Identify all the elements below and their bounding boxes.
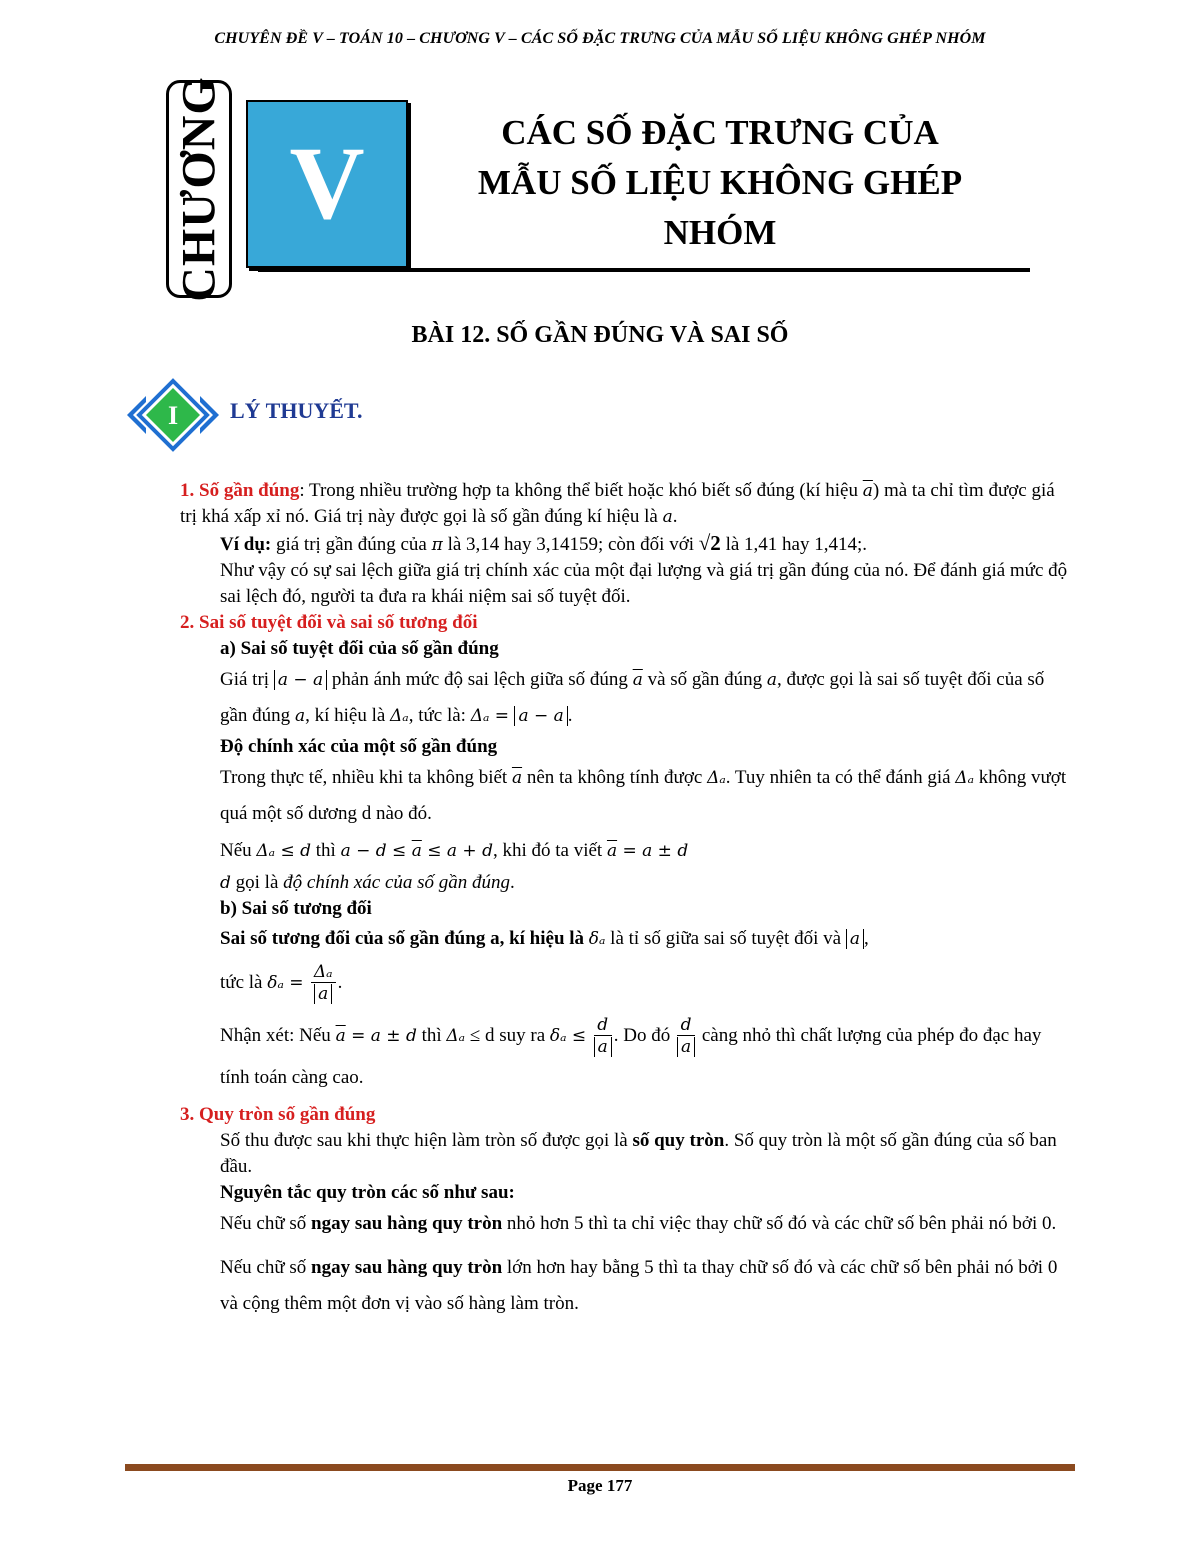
eq-pm: = a ± d [617,841,689,861]
text: nên ta không tính được [522,767,708,788]
chapter-number-box [246,100,408,268]
text: , [863,928,869,949]
text: : Trong nhiều trường hợp ta không thể biết hoặc khó biết số đúng (kí hiệu [299,480,863,501]
main-content [180,478,1075,1322]
approx-symbol: a [766,670,777,690]
delta-a: Δₐ [446,1025,466,1046]
text: thì [416,1024,447,1046]
text: suy ra [494,1024,550,1046]
abs-diff [514,706,567,726]
fraction-numerator: d [594,1015,612,1036]
fraction [677,1015,695,1058]
text: . [567,705,573,726]
text: Trong thực tế, nhiều khi ta không biết [220,767,512,788]
rel-delta: δₐ [588,929,606,949]
text: Nếu chữ số [220,1257,312,1278]
pi-symbol: π [431,535,443,555]
delta-a: Δₐ [955,768,974,788]
text: Nếu chữ số [220,1213,312,1234]
text: Số thu được sau khi thực hiện làm tròn số được gọi là [220,1130,633,1151]
chapter-tab-label: CHƯƠNG [172,76,226,302]
text: , được gọi là sai số tuyệt đối của số gần đúng [220,669,1045,726]
footer-rule [125,1464,1075,1471]
text: , khi đó ta viết [492,840,607,861]
text: và số gần đúng [642,669,767,690]
text: là 3,14 hay 3,14159; còn đối với [442,534,699,555]
abs-diff-expr: a − a [518,706,564,726]
precision-paragraph [180,760,1075,832]
chapter-numeral: V [289,126,365,241]
text: Nhận xét: Nếu [220,1024,336,1046]
example-label: Ví dụ: [220,534,272,555]
ineq-right: ≤ a + d [421,841,493,861]
exact-value-symbol: $\overline{a}$ [511,768,523,788]
s2b-remark [180,1015,1075,1098]
exact-value-symbol: $\overline{a}$ [862,481,873,501]
s3-paragraph [180,1128,1075,1180]
abs-a-expr: a [849,929,860,949]
precision-term: độ chính xác của số gần đúng [283,872,511,893]
text: . Tuy nhiên ta có thể đánh giá [725,767,956,788]
running-header: CHUYÊN ĐỀ V – TOÁN 10 – CHƯƠNG V – CÁC SỐ ĐẶC TRƯNG CỦA MẪU SỐ LIỆU KHÔNG GHÉP NHÓM [214,30,986,47]
fraction-denominator: a [677,1037,695,1057]
text: . Số quy tròn là một số gần đúng của số ban đầu. [220,1130,1057,1177]
chapter-title-rule [258,268,1030,272]
text: phản ánh mức độ sai lệch giữa số đúng [327,669,633,690]
exact-value-symbol: $\overline{a}$ [411,841,422,861]
d-symbol: d [220,873,231,893]
delta-le-d: Δₐ ≤ d [256,841,312,861]
text: là tỉ số giữa sai số tuyệt đối và [605,928,846,949]
text: không vượt quá một số dương d nào đó. [220,767,1067,824]
approx-symbol: a [662,507,673,527]
eq-pm: = a ± d [345,1025,417,1046]
text: , kí hiệu là [305,705,391,726]
section-badge-label: I [167,401,179,430]
exact-value-symbol: $\overline{a}$ [606,841,618,861]
chapter-title-line: CÁC SỐ ĐẶC TRƯNG CỦA [501,113,939,152]
page-number: Page 177 [567,1476,633,1495]
text: gọi là [230,872,284,893]
chapter-title-line: NHÓM [663,213,777,252]
s2a-heading: a) Sai số tuyệt đối của số gần đúng [220,638,499,659]
s2b-heading: b) Sai số tương đối [220,898,372,919]
text: Sai số tương đối của số gần đúng a, kí hiệu là [220,928,589,949]
text: tức là [220,971,268,993]
text: Giá trị [220,669,274,690]
s2-heading: 2. Sai số tuyệt đối và sai số tương đối [180,612,478,633]
text: . [510,872,515,893]
text: Nếu [220,840,257,861]
chapter-title [420,108,1020,258]
rounding-rule-1 [180,1206,1075,1242]
s1-example [180,530,1075,558]
approx-symbol: a [294,706,306,726]
fraction-numerator: Δₐ [311,962,336,983]
rule-term: ngay sau hàng quy tròn [311,1257,503,1278]
rounded-number-term: số quy tròn [632,1130,725,1151]
s1-number: 1. [180,480,195,501]
fraction-denominator: a [314,984,332,1004]
text: , tức là: [408,705,471,726]
exact-value-symbol: $\overline{a}$ [632,670,643,690]
s1-paragraph [180,478,1075,530]
s1-note: Như vậy có sự sai lệch giữa giá trị chính xác của một đại lượng và giá trị gần đúng của nó. Để đánh giá mức độ sai lệch đó, người ta đưa ra khái niệm sai số tuyệt đối. [220,560,1068,607]
s3-heading: 3. Quy tròn số gần đúng [180,1104,376,1125]
precision-definition [180,870,1075,896]
abs-diff-expr: a − a [277,670,324,690]
rel-eq: δₐ = [267,972,309,993]
abs-diff [274,670,327,690]
fraction-numerator: d [677,1015,695,1036]
exact-value-symbol: $\overline{a}$ [335,1025,346,1046]
delta-a: Δₐ [707,768,726,788]
s2a-paragraph: Giá trị a − a phản ánh mức độ sai lệch giữa số đúng $\overline{a}$ và số gần đúng a, được gọi là sai số tuyệt đối của số gần đúng a, kí hiệu là Δₐ, tức là: Δₐ = a − a . [220,669,1045,726]
delta-a: Δₐ [390,706,409,726]
le-d: ≤ d [465,1024,495,1046]
text: là 1,41 hay 1,414;. [720,534,867,555]
precision-inequality [180,832,1075,870]
section-badge-diamond-icon [124,378,222,452]
fraction [311,962,336,1005]
text: . Do đó [613,1024,675,1046]
s2b-formula [180,962,1075,1005]
text: ) mà ta chỉ tìm được giá trị khá xấp xỉ nó. Giá trị này được gọi là số gần đúng kí hiệu là [180,480,1055,527]
chapter-title-line: MẪU SỐ LIỆU KHÔNG GHÉP [477,163,963,202]
s2b-definition [180,922,1075,956]
rounding-rule-heading: Nguyên tắc quy tròn các số như sau: [220,1182,515,1203]
chapter-tab [166,76,232,302]
text: lớn hơn hay bằng 5 thì ta thay chữ số đó và các chữ số bên phải nó bởi 0 và cộng thêm một đơn vị vào số hàng làm tròn. [220,1257,1058,1314]
rounding-rule-2 [180,1250,1075,1322]
precision-heading: Độ chính xác của một số gần đúng [220,736,498,757]
text: giá trị gần đúng của [271,534,432,555]
fraction [594,1015,612,1058]
text: nhỏ hơn 5 thì ta chỉ việc thay chữ số đó và các chữ số bên phải nó bởi 0. [502,1213,1057,1234]
rel-le: δₐ ≤ [549,1025,592,1046]
sqrt-two: √2 [698,531,721,555]
text: . [337,971,343,993]
lesson-title: BÀI 12. SỐ GẦN ĐÚNG VÀ SAI SỐ [411,322,789,348]
fraction-denominator: a [594,1037,612,1057]
text: . [672,506,678,527]
section-title: LÝ THUYẾT. [230,398,363,423]
ineq-left: a − d ≤ [340,841,412,861]
text: càng nhỏ thì chất lượng của phép đo đạc hay tính toán càng cao. [220,1024,1042,1088]
s1-heading: Số gần đúng [199,480,300,501]
delta-a: Δₐ [470,706,490,726]
abs-a [846,929,864,949]
rule-term: ngay sau hàng quy tròn [311,1213,503,1234]
text: thì [311,840,341,861]
